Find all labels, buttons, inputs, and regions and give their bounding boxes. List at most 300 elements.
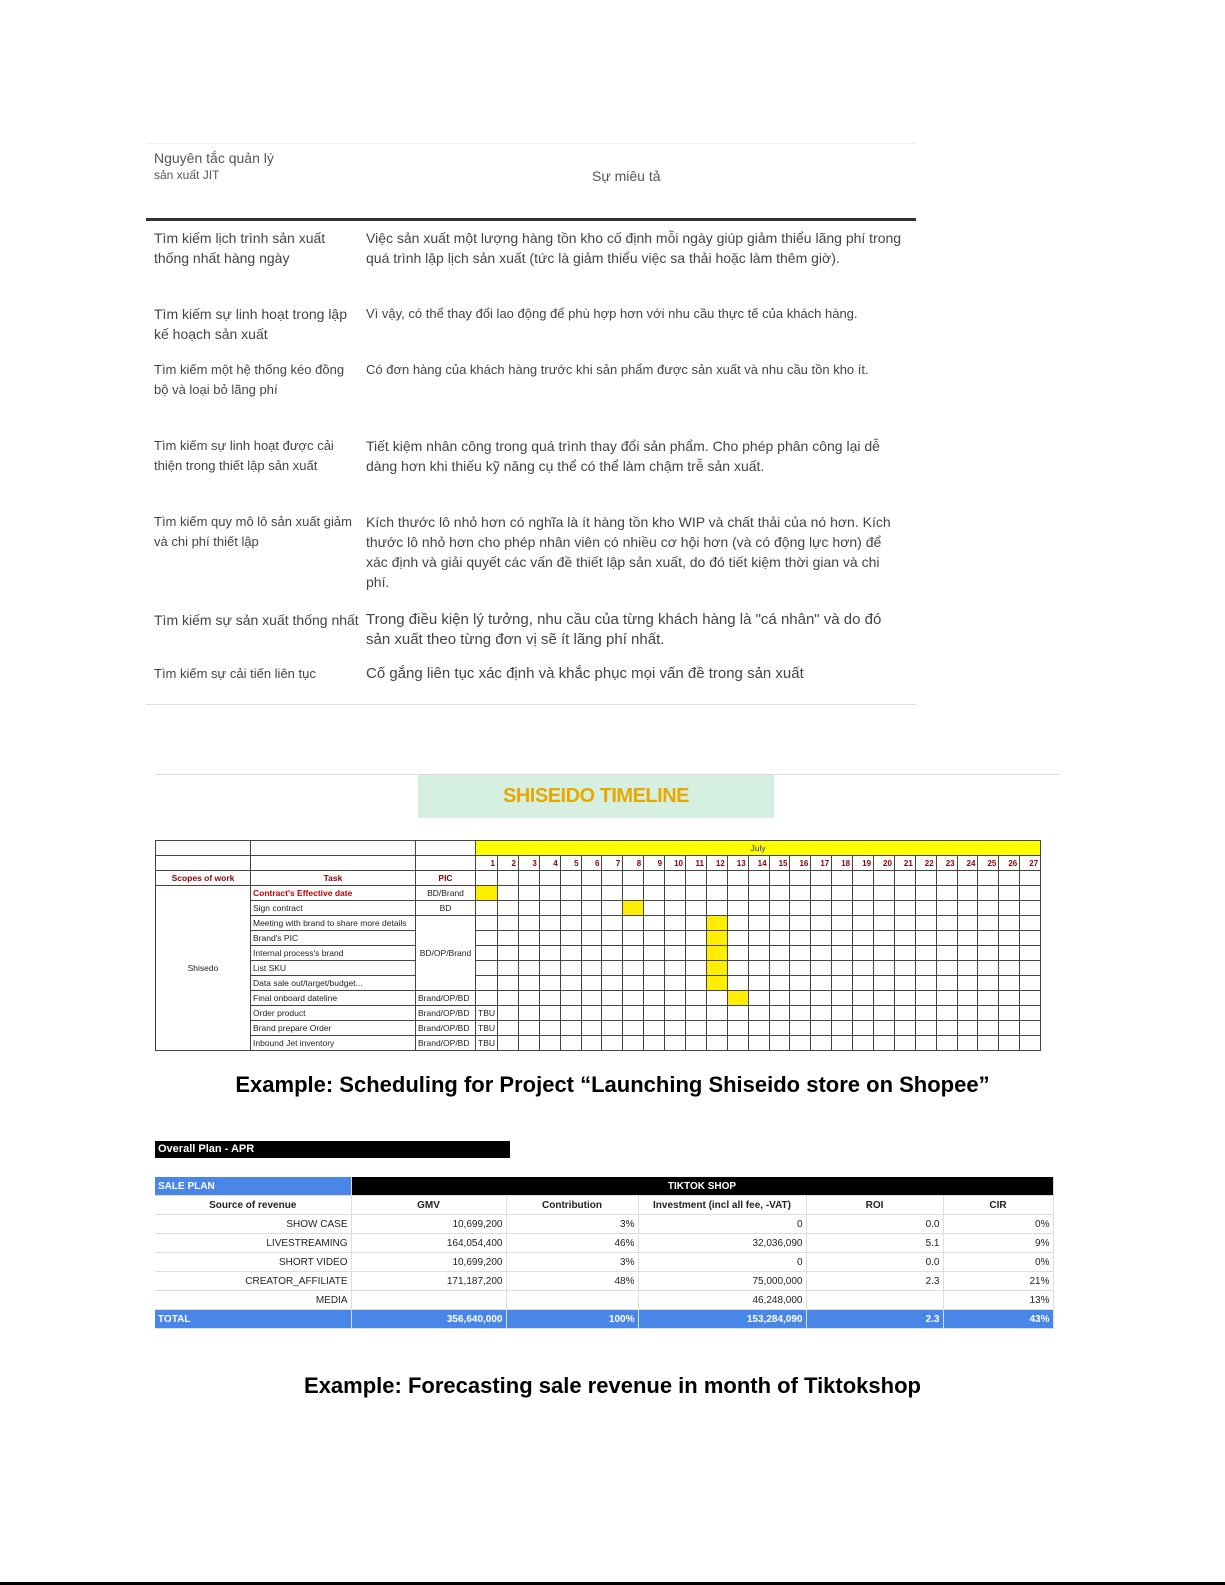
- day-cell: [539, 1021, 560, 1036]
- day-cell: [560, 946, 581, 961]
- day-cell: [915, 916, 936, 931]
- jit-principle: Tìm kiếm sự linh hoạt được cải thiện trong thiết lập sản xuất: [154, 438, 334, 473]
- day-cell: [832, 1021, 853, 1036]
- day-cell: [915, 871, 936, 886]
- day-cell: [853, 961, 874, 976]
- day-cell: [518, 1006, 539, 1021]
- day-cell: [644, 871, 665, 886]
- day-cell: [727, 1021, 748, 1036]
- task-cell: List SKU: [251, 961, 416, 976]
- timeline-title: SHISEIDO TIMELINE: [418, 775, 774, 818]
- day-cell: [644, 916, 665, 931]
- day-cell: [957, 1006, 978, 1021]
- day-header: 25: [978, 856, 999, 871]
- day-cell: [665, 961, 686, 976]
- jit-header-principle-line2: sản xuất JIT: [154, 168, 220, 182]
- jit-header-description: Sự miêu tả: [592, 168, 661, 184]
- day-cell: [999, 1006, 1020, 1021]
- total-cir-value: 43%: [943, 1310, 1053, 1329]
- day-cell: [832, 931, 853, 946]
- day-cell: [936, 916, 957, 931]
- day-cell: [999, 886, 1020, 901]
- day-cell: [665, 991, 686, 1006]
- day-cell: [894, 946, 915, 961]
- timeline-task-row: [156, 916, 1041, 931]
- day-cell: [644, 1021, 665, 1036]
- revenue-source: SHOW CASE: [155, 1215, 351, 1234]
- day-header: 9: [644, 856, 665, 871]
- day-cell: [874, 1036, 895, 1051]
- scope-cell: Shisedo: [156, 886, 251, 1051]
- day-cell: [769, 916, 790, 931]
- total-contribution-value: 100%: [506, 1310, 638, 1329]
- day-cell: [686, 901, 707, 916]
- roi-value: 0.0: [806, 1215, 943, 1234]
- day-cell: [1020, 1036, 1041, 1051]
- sales-row: [155, 1234, 1053, 1253]
- day-cell: [581, 871, 602, 886]
- day-cell: [686, 916, 707, 931]
- day-cell: [874, 961, 895, 976]
- day-cell: [602, 931, 623, 946]
- day-header: 8: [623, 856, 644, 871]
- roi-value: 2.3: [806, 1272, 943, 1291]
- day-cell: [936, 946, 957, 961]
- day-cell: [915, 961, 936, 976]
- day-cell: [498, 1021, 519, 1036]
- pic-cell: BD: [416, 901, 476, 916]
- day-cell: [999, 901, 1020, 916]
- timeline-task-row: [156, 961, 1041, 976]
- day-cell: [1020, 1006, 1041, 1021]
- day-cell: [832, 991, 853, 1006]
- day-cell: [999, 991, 1020, 1006]
- jit-description: Kích thước lô nhỏ hơn có nghĩa là ít hàng tồn kho WIP và chất thải của nó hơn. Kích thước lô nhỏ hơn cho phép nhân viên có nhiều cơ hội hơn (và có động lực hơn) để xác định và giải quyết các vấn đề thiết lập sản xuất, do đó tiết kiệm thời gian và chi phí.: [366, 514, 891, 590]
- day-cell: [915, 946, 936, 961]
- jit-principle: Tìm kiếm quy mô lô sản xuất giảm và chi phí thiết lập: [154, 514, 352, 549]
- cir-value: 0%: [943, 1253, 1053, 1272]
- day-cell: [957, 976, 978, 991]
- day-cell: [978, 871, 999, 886]
- investment-value: 75,000,000: [638, 1272, 806, 1291]
- day-cell: [811, 976, 832, 991]
- sales-row: [155, 1272, 1053, 1291]
- day-cell: [602, 901, 623, 916]
- day-cell: [686, 991, 707, 1006]
- day-cell: [790, 931, 811, 946]
- day-cell: [665, 901, 686, 916]
- day-cell: [790, 946, 811, 961]
- day-cell: [894, 1036, 915, 1051]
- empty-cell: [156, 841, 251, 856]
- day-cell: [727, 961, 748, 976]
- day-cell: [894, 1021, 915, 1036]
- day-cell: [999, 871, 1020, 886]
- day-cell: [1020, 901, 1041, 916]
- gmv-value: [351, 1291, 506, 1310]
- day-cell: [894, 1006, 915, 1021]
- day-cell: [769, 991, 790, 1006]
- day-cell: [686, 1036, 707, 1051]
- day-cell: [957, 1036, 978, 1051]
- day-cell: [936, 1006, 957, 1021]
- jit-description: Vì vậy, có thể thay đổi lao động để phù hợp hơn với nhu cầu thực tế của khách hàng.: [366, 306, 858, 321]
- day-cell: [539, 916, 560, 931]
- day-header: 27: [1020, 856, 1041, 871]
- day-cell: [623, 961, 644, 976]
- day-cell: [832, 946, 853, 961]
- day-cell: [727, 871, 748, 886]
- day-cell: [874, 931, 895, 946]
- day-cell: [769, 1021, 790, 1036]
- day-cell: [706, 991, 727, 1006]
- day-cell: [832, 916, 853, 931]
- day-cell: [706, 871, 727, 886]
- day-cell: [644, 961, 665, 976]
- day-cell: [602, 946, 623, 961]
- pic-cell: BD/Brand: [416, 886, 476, 901]
- jit-header-principle: [154, 150, 274, 182]
- day-cell: [853, 886, 874, 901]
- day-cell: [957, 871, 978, 886]
- day-cell: [748, 901, 769, 916]
- contribution-value: 3%: [506, 1215, 638, 1234]
- task-note: TBU: [476, 1006, 498, 1021]
- day-cell: [790, 1036, 811, 1051]
- day-header: 11: [686, 856, 707, 871]
- jit-principle: Tìm kiếm sự sản xuất thống nhất: [154, 612, 359, 628]
- day-cell: [498, 961, 519, 976]
- day-cell: [727, 946, 748, 961]
- day-cell: [748, 961, 769, 976]
- day-cell: [1020, 976, 1041, 991]
- task-cell: Brand prepare Order: [251, 1021, 416, 1036]
- day-cell: [727, 901, 748, 916]
- jit-header-principle-line1: Nguyên tắc quản lý: [154, 150, 274, 166]
- day-cell: [602, 886, 623, 901]
- jit-principle: Tìm kiếm một hệ thống kéo đồng bộ và loại bỏ lãng phí: [154, 362, 345, 397]
- day-cell: [978, 931, 999, 946]
- pic-cell: Brand/OP/BD: [416, 1021, 476, 1036]
- jit-header-divider: [146, 218, 916, 221]
- day-cell: [853, 931, 874, 946]
- task-cell: Internal process's brand: [251, 946, 416, 961]
- timeline-gantt-table: [155, 840, 1041, 1051]
- day-header: 17: [811, 856, 832, 871]
- day-cell: [957, 961, 978, 976]
- day-cell: [518, 871, 539, 886]
- day-cell: [623, 886, 644, 901]
- day-cell: [518, 991, 539, 1006]
- day-header: 20: [874, 856, 895, 871]
- day-header: 1: [476, 856, 498, 871]
- timeline-task-row: [156, 886, 1041, 901]
- timeline-task-row: [156, 1021, 1041, 1036]
- day-cell: [832, 961, 853, 976]
- day-header: 23: [936, 856, 957, 871]
- day-cell: [560, 1036, 581, 1051]
- day-cell: [539, 946, 560, 961]
- day-cell: [476, 916, 498, 931]
- day-cell: [832, 871, 853, 886]
- day-cell: [581, 961, 602, 976]
- day-cell: [498, 871, 519, 886]
- day-cell: [1020, 871, 1041, 886]
- day-cell: [1020, 946, 1041, 961]
- revenue-source: MEDIA: [155, 1291, 351, 1310]
- day-cell: [602, 1021, 623, 1036]
- day-cell: [498, 1036, 519, 1051]
- day-cell: [769, 886, 790, 901]
- day-cell: [853, 1036, 874, 1051]
- gmv-value: 10,699,200: [351, 1215, 506, 1234]
- day-cell: [518, 946, 539, 961]
- day-cell: [644, 991, 665, 1006]
- day-cell: [811, 931, 832, 946]
- day-cell: [476, 946, 498, 961]
- day-cell: [957, 991, 978, 1006]
- day-cell: [686, 1006, 707, 1021]
- day-cell: [790, 976, 811, 991]
- day-cell: [518, 886, 539, 901]
- total-investment-value: 153,284,090: [638, 1310, 806, 1329]
- day-cell: [832, 976, 853, 991]
- day-cell: [978, 961, 999, 976]
- day-cell: [518, 976, 539, 991]
- day-cell: [665, 916, 686, 931]
- pic-cell: Brand/OP/BD: [416, 991, 476, 1006]
- gmv-value: 10,699,200: [351, 1253, 506, 1272]
- day-cell: [853, 976, 874, 991]
- day-cell: [915, 991, 936, 1006]
- column-header: CIR: [943, 1196, 1053, 1215]
- day-cell: [644, 931, 665, 946]
- day-cell: [811, 901, 832, 916]
- day-cell: [518, 916, 539, 931]
- timeline-header-row: [156, 871, 1041, 886]
- column-header: Source of revenue: [155, 1196, 351, 1215]
- day-cell: [581, 901, 602, 916]
- day-cell: [539, 931, 560, 946]
- day-cell: [915, 1036, 936, 1051]
- day-cell: [874, 1021, 895, 1036]
- day-cell: [894, 871, 915, 886]
- day-cell: [936, 901, 957, 916]
- day-cell: [644, 976, 665, 991]
- day-cell: [686, 931, 707, 946]
- day-cell: [769, 1036, 790, 1051]
- day-cell: [936, 961, 957, 976]
- day-cell: [748, 1021, 769, 1036]
- day-cell: [476, 901, 498, 916]
- day-cell: [769, 961, 790, 976]
- day-cell: [665, 946, 686, 961]
- day-cell: [894, 991, 915, 1006]
- column-header: ROI: [806, 1196, 943, 1215]
- day-cell: [1020, 886, 1041, 901]
- day-cell: [727, 916, 748, 931]
- day-cell: [560, 1021, 581, 1036]
- contribution-value: [506, 1291, 638, 1310]
- cir-value: 21%: [943, 1272, 1053, 1291]
- day-cell: [978, 886, 999, 901]
- day-cell: [790, 901, 811, 916]
- day-cell: [644, 1006, 665, 1021]
- day-cell: [748, 991, 769, 1006]
- day-cell: [539, 871, 560, 886]
- day-cell: [602, 976, 623, 991]
- day-cell: [853, 1006, 874, 1021]
- timeline-task-row: [156, 931, 1041, 946]
- day-cell: [936, 1036, 957, 1051]
- day-cell: [915, 1021, 936, 1036]
- day-cell: [748, 916, 769, 931]
- day-cell: [476, 871, 498, 886]
- day-cell: [853, 991, 874, 1006]
- jit-description: Trong điều kiện lý tưởng, nhu cầu của từng khách hàng là "cá nhân" và do đó sản xuất theo từng đơn vị sẽ ít lãng phí nhất.: [366, 611, 882, 648]
- day-cell: [665, 931, 686, 946]
- day-cell: [874, 916, 895, 931]
- day-cell: [978, 1006, 999, 1021]
- revenue-source: CREATOR_AFFILIATE: [155, 1272, 351, 1291]
- day-cell: [811, 1021, 832, 1036]
- day-cell: [936, 886, 957, 901]
- day-cell: [686, 976, 707, 991]
- day-cell: [769, 931, 790, 946]
- day-cell: [623, 901, 644, 916]
- day-header: 5: [560, 856, 581, 871]
- day-cell: [748, 976, 769, 991]
- day-header: 19: [853, 856, 874, 871]
- task-cell: Order product: [251, 1006, 416, 1021]
- revenue-source: SHORT VIDEO: [155, 1253, 351, 1272]
- day-cell: [999, 916, 1020, 931]
- day-cell: [853, 1021, 874, 1036]
- timeline-task-row: [156, 946, 1041, 961]
- day-cell: [874, 991, 895, 1006]
- sale-plan-label: SALE PLAN: [155, 1177, 351, 1196]
- day-cell: [539, 901, 560, 916]
- investment-value: 0: [638, 1253, 806, 1272]
- day-header: 10: [665, 856, 686, 871]
- day-cell: [706, 1036, 727, 1051]
- day-cell: [1020, 1021, 1041, 1036]
- timeline-task-row: [156, 991, 1041, 1006]
- cir-value: 9%: [943, 1234, 1053, 1253]
- day-header: 14: [748, 856, 769, 871]
- day-cell: [623, 871, 644, 886]
- empty-cell: [156, 856, 251, 871]
- day-header: 13: [727, 856, 748, 871]
- day-cell: [811, 886, 832, 901]
- contribution-value: 3%: [506, 1253, 638, 1272]
- day-cell: [727, 976, 748, 991]
- cir-value: 13%: [943, 1291, 1053, 1310]
- day-cell: [665, 871, 686, 886]
- day-cell: [915, 1006, 936, 1021]
- day-cell: [476, 931, 498, 946]
- day-cell: [978, 1036, 999, 1051]
- task-cell: Data sale out/target/budget...: [251, 976, 416, 991]
- day-cell: [518, 1021, 539, 1036]
- sales-column-headers: [155, 1196, 1053, 1215]
- contribution-value: 46%: [506, 1234, 638, 1253]
- day-cell: [748, 931, 769, 946]
- day-cell: [894, 901, 915, 916]
- day-cell: [978, 916, 999, 931]
- day-cell: [978, 1021, 999, 1036]
- day-cell: [894, 886, 915, 901]
- timeline-caption: Example: Scheduling for Project “Launching Shiseido store on Shopee”: [235, 1072, 990, 1097]
- day-cell: [581, 991, 602, 1006]
- day-cell: [957, 1021, 978, 1036]
- day-cell: [581, 1006, 602, 1021]
- day-cell: [560, 916, 581, 931]
- day-cell: [811, 871, 832, 886]
- day-cell: [1020, 961, 1041, 976]
- day-cell: [498, 1006, 519, 1021]
- day-cell: [769, 946, 790, 961]
- day-header: 7: [602, 856, 623, 871]
- total-gmv-value: 356,640,000: [351, 1310, 506, 1329]
- day-cell: [853, 946, 874, 961]
- jit-principle: Tìm kiếm sự cải tiến liên tục: [154, 666, 316, 681]
- day-cell: [518, 961, 539, 976]
- day-cell: [476, 961, 498, 976]
- day-cell: [539, 991, 560, 1006]
- day-cell: [811, 946, 832, 961]
- day-cell: [978, 991, 999, 1006]
- day-cell: [874, 946, 895, 961]
- day-cell: [498, 901, 519, 916]
- day-cell: [748, 946, 769, 961]
- day-cell: [853, 916, 874, 931]
- day-cell: [999, 961, 1020, 976]
- day-cell: [686, 961, 707, 976]
- day-cell: [686, 871, 707, 886]
- day-cell: [706, 1021, 727, 1036]
- day-cell: [978, 946, 999, 961]
- timeline-task-row: [156, 1036, 1041, 1051]
- day-cell: [936, 1021, 957, 1036]
- day-cell: [978, 976, 999, 991]
- day-cell: [498, 991, 519, 1006]
- empty-cell: [416, 856, 476, 871]
- day-cell: [644, 901, 665, 916]
- day-header: 26: [999, 856, 1020, 871]
- day-cell: [623, 991, 644, 1006]
- day-cell: [727, 886, 748, 901]
- empty-cell: [416, 841, 476, 856]
- day-cell: [790, 916, 811, 931]
- day-cell: [498, 976, 519, 991]
- day-cell: [706, 916, 727, 931]
- day-cell: [476, 991, 498, 1006]
- day-cell: [915, 886, 936, 901]
- day-cell: [790, 1021, 811, 1036]
- channel-header: TIKTOK SHOP: [351, 1177, 1053, 1196]
- gmv-value: 164,054,400: [351, 1234, 506, 1253]
- day-cell: [999, 946, 1020, 961]
- day-cell: [748, 871, 769, 886]
- day-cell: [498, 916, 519, 931]
- day-cell: [706, 961, 727, 976]
- day-cell: [476, 976, 498, 991]
- timeline-month-row: [156, 841, 1041, 856]
- day-cell: [623, 1036, 644, 1051]
- task-cell: Final onboard dateline: [251, 991, 416, 1006]
- jit-principles-table: [146, 143, 916, 705]
